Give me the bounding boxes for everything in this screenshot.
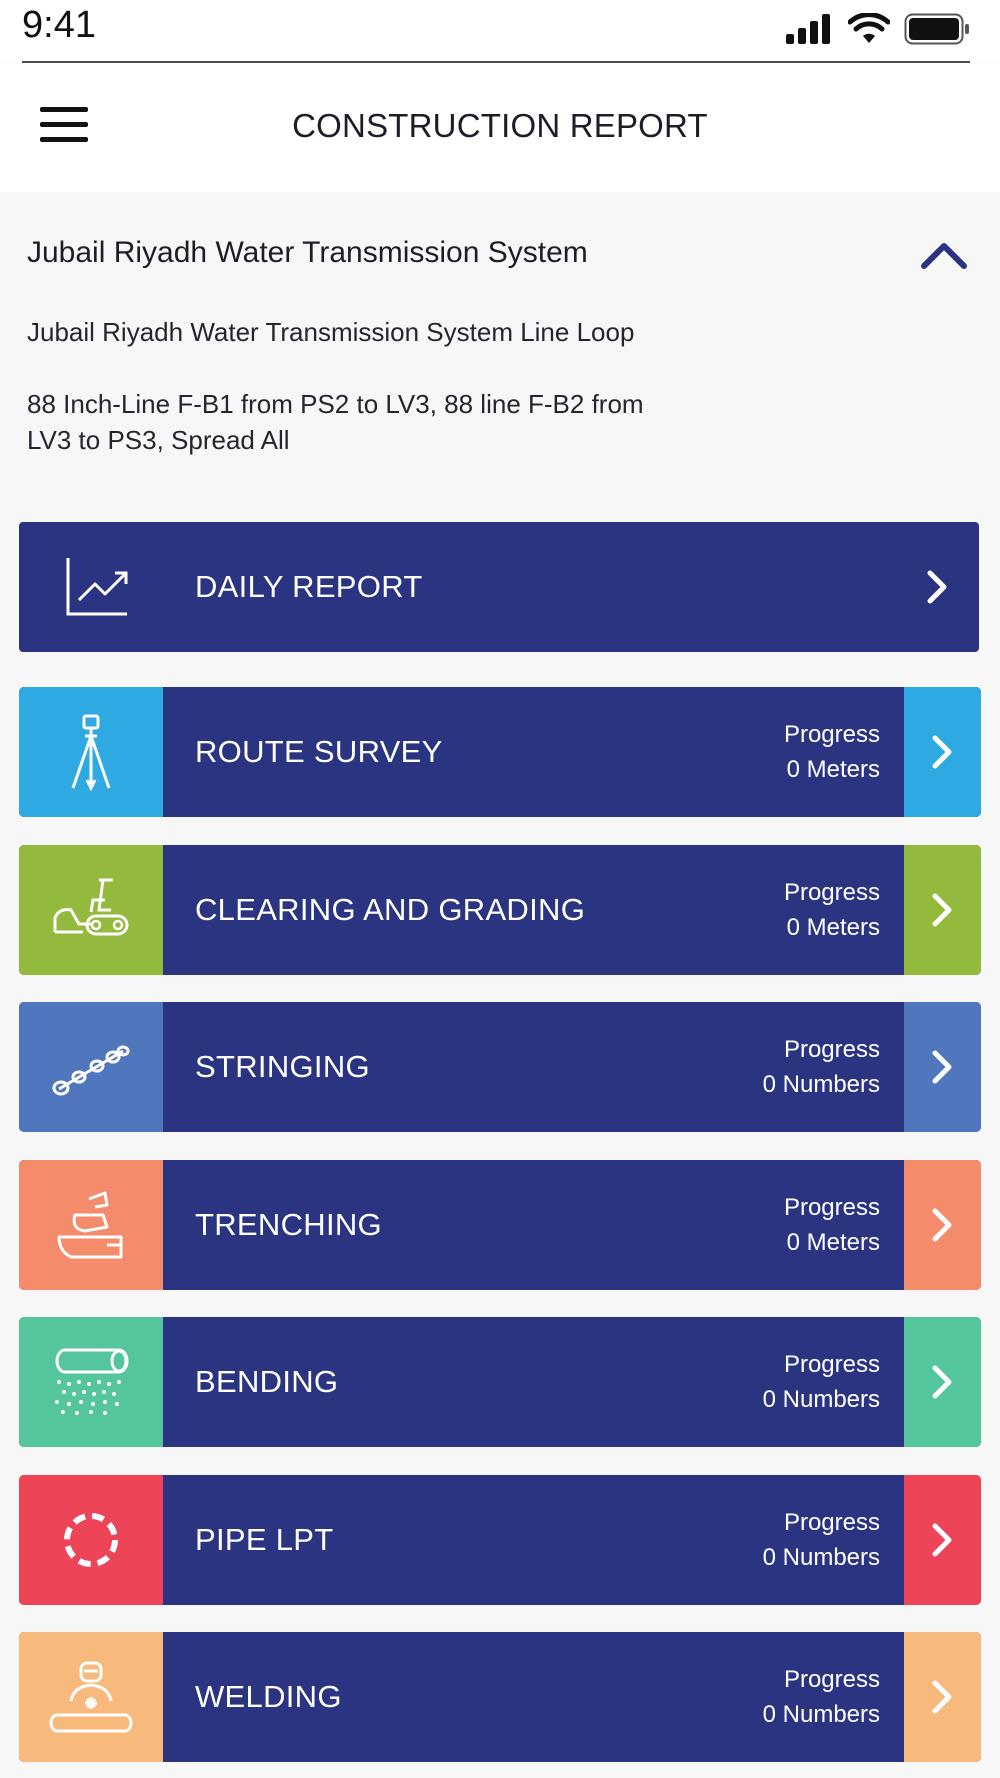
stage-icon-box [19, 1632, 163, 1762]
progress-block [763, 1505, 880, 1575]
progress-label: Progress [783, 1351, 880, 1378]
wifi-icon [848, 13, 890, 45]
stage-chevron-box [904, 1475, 981, 1605]
stage-label: TRENCHING [195, 1207, 382, 1242]
status-time: 9:41 [22, 4, 96, 46]
chevron-right-icon [924, 1207, 960, 1243]
progress-label: Progress [783, 1509, 880, 1536]
stage-card-stringing[interactable] [19, 1002, 981, 1132]
stage-main [163, 687, 904, 817]
progress-label: Progress [783, 1666, 880, 1693]
chevron-right-icon [919, 569, 955, 605]
progress-block [784, 1190, 880, 1260]
chevron-right-icon [924, 734, 960, 770]
chevron-right-icon [924, 892, 960, 928]
stage-chevron-box [904, 687, 981, 817]
stage-icon-box [19, 1475, 163, 1605]
stage-card-clearing-and-grading[interactable] [19, 845, 981, 975]
battery-icon [904, 13, 970, 45]
progress-value: 0 Numbers [762, 1701, 880, 1728]
pipe-string-icon [49, 1027, 133, 1107]
progress-block [763, 1032, 880, 1102]
progress-label: Progress [783, 879, 880, 906]
dashed-circle-icon [49, 1500, 133, 1580]
collapse-button[interactable] [918, 236, 970, 272]
stage-chevron-box [904, 1002, 981, 1132]
progress-label: Progress [783, 1036, 880, 1063]
stage-chevron-box [904, 1317, 981, 1447]
progress-block [763, 1662, 880, 1732]
project-title: Jubail Riyadh Water Transmission System [27, 236, 588, 269]
stage-label: BENDING [195, 1364, 339, 1399]
stage-card-welding[interactable] [19, 1632, 981, 1762]
chevron-right-icon [924, 1049, 960, 1085]
chevron-up-icon [918, 236, 970, 272]
stage-icon-box [19, 1160, 163, 1290]
stage-label: ROUTE SURVEY [195, 734, 443, 769]
page-title: CONSTRUCTION REPORT [292, 107, 708, 144]
stage-main [163, 1317, 904, 1447]
daily-report-label: DAILY REPORT [195, 569, 423, 604]
progress-block [784, 875, 880, 945]
stage-card-bending[interactable] [19, 1317, 981, 1447]
stage-main [163, 1632, 904, 1762]
progress-value: 0 Numbers [762, 1386, 880, 1413]
stage-label: PIPE LPT [195, 1522, 334, 1557]
signal-icon [786, 14, 834, 44]
chevron-right-icon [924, 1364, 960, 1400]
stage-main [163, 1160, 904, 1290]
stage-label: CLEARING AND GRADING [195, 892, 586, 927]
stage-main [163, 845, 904, 975]
progress-label: Progress [783, 721, 880, 748]
stage-card-trenching[interactable] [19, 1160, 981, 1290]
project-description: 88 Inch-Line F-B1 from PS2 to LV3, 88 line F-B2 from LV3 to PS3, Spread All [27, 389, 644, 455]
stage-card-route-survey[interactable] [19, 687, 981, 817]
progress-value: 0 Meters [786, 1229, 880, 1256]
progress-value: 0 Meters [786, 914, 880, 941]
chevron-right-icon [924, 1679, 960, 1715]
trend-chart-icon [65, 556, 145, 618]
status-bar [0, 0, 1000, 62]
excavator-bucket-icon [49, 1185, 133, 1265]
stage-icon-box [19, 845, 163, 975]
pipe-bending-icon [49, 1342, 133, 1422]
stage-label: WELDING [195, 1679, 342, 1714]
progress-value: 0 Numbers [762, 1544, 880, 1571]
app-header [0, 63, 1000, 192]
stage-main [163, 1475, 904, 1605]
survey-tripod-icon [49, 712, 133, 792]
stage-icon-box [19, 1317, 163, 1447]
stage-chevron-box [904, 845, 981, 975]
stage-label: STRINGING [195, 1049, 370, 1084]
project-subtitle: Jubail Riyadh Water Transmission System Line Loop [27, 317, 635, 347]
progress-block [784, 717, 880, 787]
chevron-right-icon [924, 1522, 960, 1558]
progress-value: 0 Numbers [762, 1071, 880, 1098]
daily-report-button[interactable] [19, 522, 979, 652]
welder-icon [49, 1657, 133, 1737]
stage-chevron-box [904, 1160, 981, 1290]
bulldozer-icon [49, 870, 133, 950]
progress-value: 0 Meters [786, 756, 880, 783]
stage-chevron-box [904, 1632, 981, 1762]
stage-icon-box [19, 1002, 163, 1132]
stage-icon-box [19, 687, 163, 817]
progress-label: Progress [783, 1194, 880, 1221]
progress-block [763, 1347, 880, 1417]
stage-main [163, 1002, 904, 1132]
stage-card-pipe-lpt[interactable] [19, 1475, 981, 1605]
status-icons [786, 12, 970, 46]
